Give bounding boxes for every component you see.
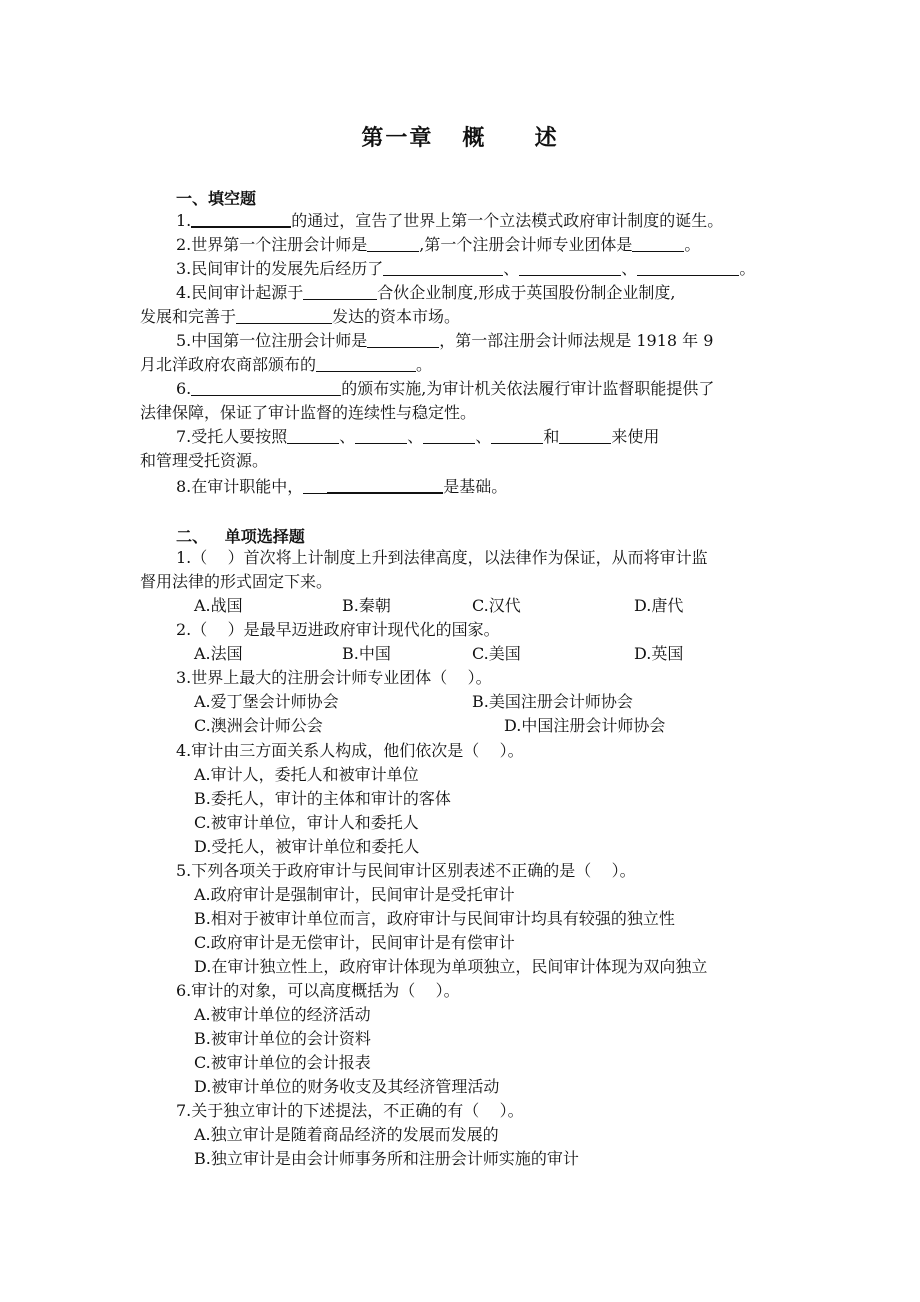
choice-question-7: 7.关于独立审计的下述提法，不正确的有（ ）。 xyxy=(176,1101,524,1120)
choice-question-2: 2.（ ）是最早迈进政府审计现代化的国家。 xyxy=(176,620,500,639)
option-b: B.中国 xyxy=(342,644,391,663)
chapter-title: 第一章 概 述 xyxy=(361,126,559,151)
fill-question-1: 1. 的通过，宣告了世界上第一个立法模式政府审计制度的诞生。 xyxy=(176,211,724,230)
option-c: C.澳洲会计师公会 xyxy=(194,716,323,735)
option-b: B.美国注册会计师协会 xyxy=(472,692,633,711)
single-choice-heading: 二、 单项选择题 xyxy=(176,527,305,546)
option-d: D.英国 xyxy=(634,644,684,663)
option-d: D.在审计独立性上，政府审计体现为单项独立，民间审计体现为双向独立 xyxy=(194,957,708,976)
blank-line xyxy=(191,210,291,228)
choice-question-5: 5.下列各项关于政府审计与民间审计区别表述不正确的是（ ）。 xyxy=(176,861,636,880)
option-d: D.中国注册会计师协会 xyxy=(504,716,666,735)
choice-question-6: 6.审计的对象，可以高度概括为（ ）。 xyxy=(176,981,460,1000)
option-a: A.审计人，委托人和被审计单位 xyxy=(194,765,419,784)
option-c: C.美国 xyxy=(472,644,521,663)
option-b: B.委托人，审计的主体和审计的客体 xyxy=(194,789,451,808)
fill-question-4-line1: 4.民间审计起源于 合伙企业制度,形成于英国股份制企业制度, xyxy=(176,283,676,302)
choice-question-4: 4.审计由三方面关系人构成，他们依次是（ ）。 xyxy=(176,741,524,760)
option-b: B.相对于被审计单位而言，政府审计与民间审计均具有较强的独立性 xyxy=(194,909,675,928)
blank-line xyxy=(423,427,475,444)
blank-line xyxy=(367,235,419,252)
option-a: A.独立审计是随着商品经济的发展而发展的 xyxy=(194,1125,499,1144)
fill-question-6-line2: 法律保障，保证了审计监督的连续性与稳定性。 xyxy=(140,403,477,422)
option-d: D.被审计单位的财务收支及其经济管理活动 xyxy=(194,1077,500,1096)
choice-question-1-line1: 1.（ ）首次将上计制度上升到法律高度，以法律作为保证，从而将审计监 xyxy=(176,548,708,567)
blank-line xyxy=(303,283,377,300)
option-b: B.秦朝 xyxy=(342,596,391,615)
fill-question-2: 2.世界第一个注册会计师是 ,第一个注册会计师专业团体是 。 xyxy=(176,235,701,254)
blank-line xyxy=(637,259,739,276)
option-b: B.独立审计是由会计师事务所和注册会计师实施的审计 xyxy=(194,1149,579,1168)
option-b: B.被审计单位的会计资料 xyxy=(194,1029,371,1048)
fill-question-3: 3.民间审计的发展先后经历了 、 、 。 xyxy=(176,259,756,278)
fill-in-heading: 一、填空题 xyxy=(176,189,257,208)
blank-line xyxy=(367,331,439,348)
blank-line xyxy=(303,477,327,494)
fill-question-5-line2: 月北洋政府农商部颁布的 。 xyxy=(140,355,433,374)
blank-line xyxy=(559,427,611,444)
choice-question-3: 3.世界上最大的注册会计师专业团体（ ）。 xyxy=(176,668,492,687)
blank-line xyxy=(191,379,341,396)
choice-question-1-line2: 督用法律的形式固定下来。 xyxy=(140,572,333,591)
blank-line xyxy=(383,259,503,276)
fill-question-6-line1: 6. 的颁布实施,为审计机关依法履行审计监督职能提供了 xyxy=(176,379,715,398)
blank-line xyxy=(519,259,621,276)
option-d: D.受托人，被审计单位和委托人 xyxy=(194,837,420,856)
blank-line xyxy=(491,427,543,444)
blank-line xyxy=(355,427,407,444)
blank-line xyxy=(632,235,684,252)
fill-question-8: 8.在审计职能中， 是基础。 xyxy=(176,477,508,496)
option-c: C.政府审计是无偿审计，民间审计是有偿审计 xyxy=(194,933,515,952)
fill-question-4-line2: 发展和完善于 发达的资本市场。 xyxy=(140,307,461,326)
fill-question-5-line1: 5.中国第一位注册会计师是 ，第一部注册会计师法规是 1918 年 9 xyxy=(176,331,714,350)
fill-question-7-line1: 7.受托人要按照 、 、 、 和 来使用 xyxy=(176,427,660,446)
option-c: C.被审计单位，审计人和委托人 xyxy=(194,813,419,832)
option-a: A.政府审计是强制审计，民间审计是受托审计 xyxy=(194,885,515,904)
option-a: A.战国 xyxy=(194,596,243,615)
blank-line xyxy=(316,355,416,372)
option-d: D.唐代 xyxy=(634,596,684,615)
fill-question-7-line2: 和管理受托资源。 xyxy=(140,451,269,470)
option-a: A.爱丁堡会计师协会 xyxy=(194,692,339,711)
option-a: A.法国 xyxy=(194,644,243,663)
option-c: C.被审计单位的会计报表 xyxy=(194,1053,371,1072)
blank-line xyxy=(236,307,332,324)
option-a: A.被审计单位的经济活动 xyxy=(194,1005,371,1024)
blank-line xyxy=(327,476,443,494)
option-c: C.汉代 xyxy=(472,596,521,615)
blank-line xyxy=(287,427,339,444)
